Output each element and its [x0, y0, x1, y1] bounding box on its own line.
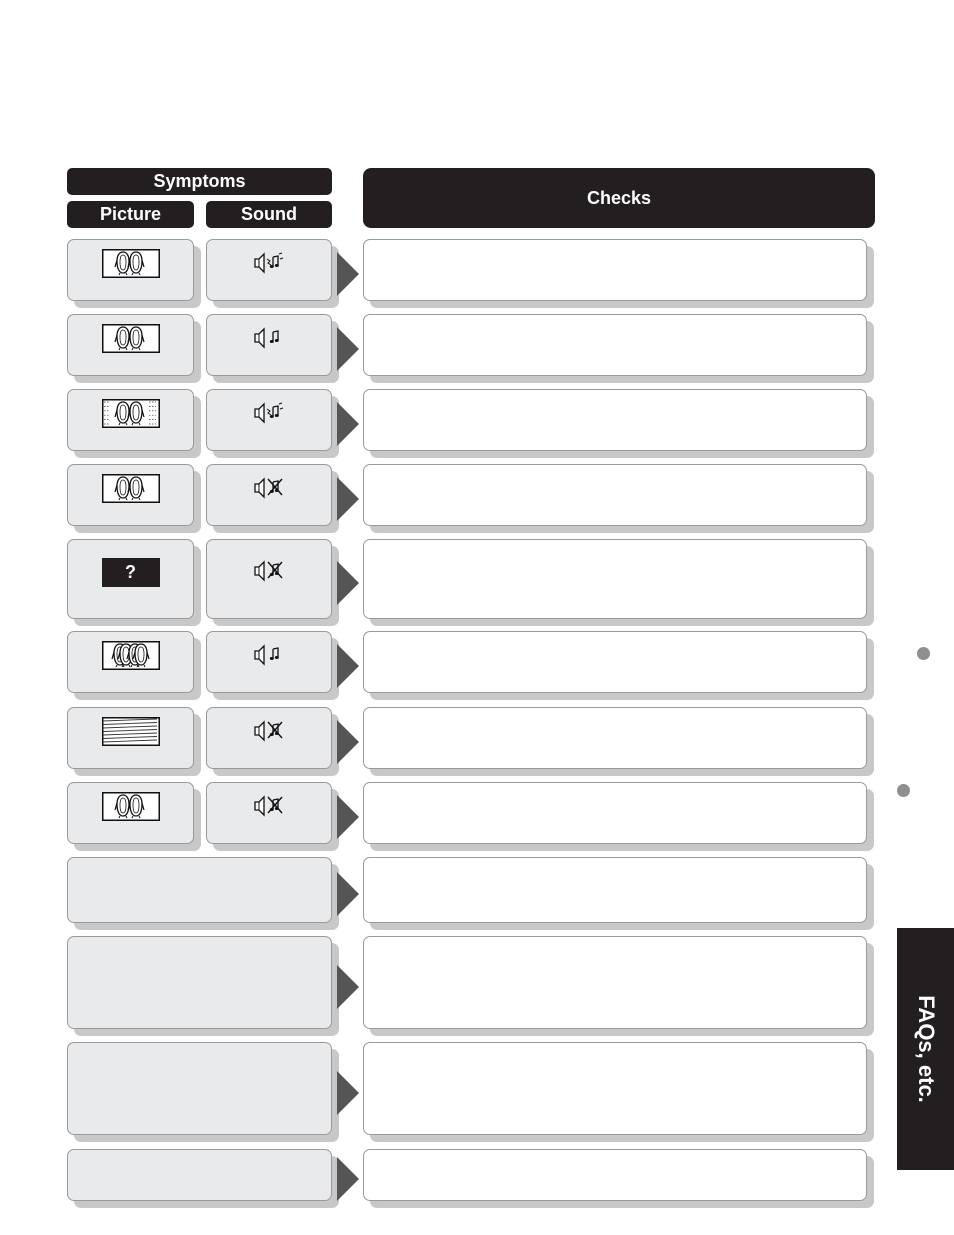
sound-symptom-cell [206, 782, 332, 844]
picture-symptom-cell [67, 782, 194, 844]
sound-symptom-cell [206, 631, 332, 693]
picture-header-label: Picture [99, 204, 162, 224]
sound-symptom-cell [206, 707, 332, 769]
checks-header [363, 168, 875, 228]
checks-cell [363, 539, 867, 619]
bullet-dot [897, 784, 910, 797]
arrow-right-icon [337, 720, 359, 764]
speaker-noisy-sound-icon [253, 251, 285, 280]
sound-symptom-cell [206, 314, 332, 376]
speaker-normal-sound-icon [253, 643, 285, 672]
checks-cell [363, 782, 867, 844]
picture-header [67, 201, 194, 228]
picture-symptom-cell [67, 464, 194, 526]
symptom-cell [67, 1149, 332, 1201]
arrow-right-icon [337, 561, 359, 605]
checks-cell [363, 464, 867, 526]
tv-picture-penguins-icon [102, 792, 160, 826]
arrow-right-icon [337, 965, 359, 1009]
checks-cell [363, 239, 867, 301]
arrow-right-icon [337, 1157, 359, 1201]
picture-symptom-cell [67, 707, 194, 769]
checks-cell [363, 631, 867, 693]
arrow-right-icon [337, 402, 359, 446]
arrow-right-icon [337, 327, 359, 371]
arrow-right-icon [337, 1071, 359, 1115]
sound-symptom-cell [206, 389, 332, 451]
checks-cell [363, 707, 867, 769]
speaker-no-sound-icon [253, 559, 285, 588]
picture-symptom-cell [67, 314, 194, 376]
arrow-right-icon [337, 795, 359, 839]
arrow-right-icon [337, 644, 359, 688]
speaker-noisy-sound-icon [253, 401, 285, 430]
sound-symptom-cell [206, 539, 332, 619]
tv-picture-penguins-icon [102, 249, 160, 283]
speaker-no-sound-icon [253, 719, 285, 748]
symptom-cell [67, 1042, 332, 1135]
bullet-dot [917, 647, 930, 660]
tv-picture-penguins-snowy-icon [102, 399, 160, 433]
tv-picture-question-icon [102, 558, 160, 587]
arrow-right-icon [337, 477, 359, 521]
speaker-no-sound-icon [253, 476, 285, 505]
speaker-normal-sound-icon [253, 326, 285, 355]
sound-symptom-cell [206, 239, 332, 301]
checks-cell [363, 1149, 867, 1201]
faqs-side-tab-label: FAQs, etc. [913, 995, 939, 1103]
picture-symptom-cell [67, 239, 194, 301]
symptoms-header-label: Symptoms [153, 171, 246, 191]
sound-header [206, 201, 332, 228]
checks-cell [363, 936, 867, 1029]
picture-symptom-cell [67, 631, 194, 693]
tv-picture-penguins-icon [102, 474, 160, 508]
checks-cell [363, 857, 867, 923]
sound-header-label: Sound [241, 204, 297, 224]
checks-cell [363, 314, 867, 376]
picture-symptom-cell [67, 539, 194, 619]
tv-picture-penguins-icon [102, 324, 160, 358]
arrow-right-icon [337, 252, 359, 296]
tv-picture-penguins-ghost-icon [102, 641, 160, 675]
symptom-cell [67, 936, 332, 1029]
checks-cell [363, 389, 867, 451]
checks-cell [363, 1042, 867, 1135]
symptom-cell [67, 857, 332, 923]
checks-header-label: Checks [586, 187, 652, 208]
picture-symptom-cell [67, 389, 194, 451]
symptoms-header [67, 168, 332, 195]
speaker-no-sound-icon [253, 794, 285, 823]
sound-symptom-cell [206, 464, 332, 526]
question-mark: ? [102, 558, 160, 587]
arrow-right-icon [337, 872, 359, 916]
tv-picture-lines-icon [102, 717, 160, 751]
faqs-side-tab[interactable] [897, 928, 954, 1170]
